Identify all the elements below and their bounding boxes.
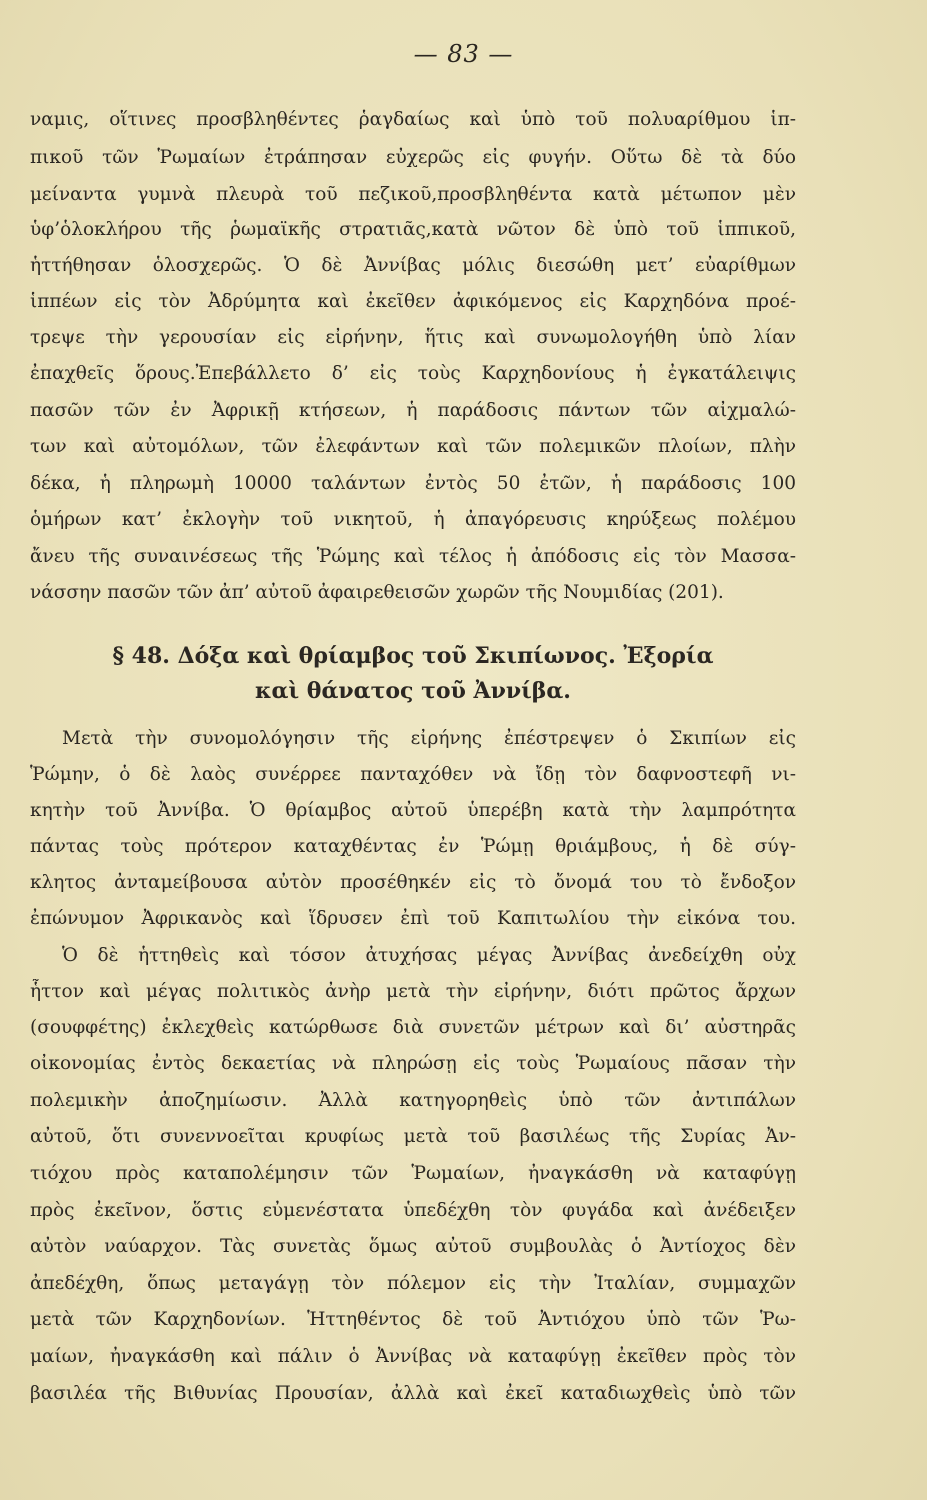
text-line: δέκα, ἡ πληρωμὴ 10000 ταλάντων ἐντὸς 50 ἐτῶν, ἡ παράδοσις 100: [30, 473, 796, 494]
text-line: Μετὰ τὴν συνομολόγησιν τῆς εἰρήνης ἐπέστρεψεν ὁ Σκιπίων εἰς: [62, 728, 796, 749]
text-line: ἐπαχθεῖς ὅρους.Ἐπεβάλλετο δ’ εἰς τοὺς Καρχηδονίους ἡ ἐγκατάλειψις: [30, 363, 796, 384]
text-line: ἀπεδέχθη, ὅπως μεταγάγῃ τὸν πόλεμον εἰς τὴν Ἰταλίαν, συμμαχῶν: [30, 1273, 796, 1294]
text-line: πάντας τοὺς πρότερον καταχθέντας ἐν Ῥώμῃ θριάμβους, ἡ δὲ σύγ-: [30, 836, 796, 857]
text-line: πασῶν τῶν ἐν Ἀφρικῇ κτήσεων, ἡ παράδοσις πάντων τῶν αἰχμαλώ-: [30, 400, 796, 421]
text-line: πολεμικὴν ἀποζημίωσιν. Ἀλλὰ κατηγορηθεὶς ὑπὸ τῶν ἀντιπάλων: [30, 1090, 796, 1111]
text-line: (σουφφέτης) ἐκλεχθεὶς κατώρθωσε διὰ συνετῶν μέτρων καὶ δι’ αὐστηρᾶς: [30, 1017, 796, 1038]
text-line: Ῥώμην, ὁ δὲ λαὸς συνέρρεε πανταχόθεν νὰ ἴδῃ τὸν δαφνοστεφῆ νι-: [30, 764, 796, 785]
text-line: τιόχου πρὸς καταπολέμησιν τῶν Ῥωμαίων, ἠναγκάσθη νὰ καταφύγῃ: [30, 1163, 796, 1184]
text-line: πρὸς ἐκεῖνον, ὅστις εὐμενέστατα ὑπεδέχθη τὸν φυγάδα καὶ ἀνέδειξεν: [30, 1200, 796, 1221]
text-line: ἱππέων εἰς τὸν Ἀδρύμητα καὶ ἐκεῖθεν ἀφικόμενος εἰς Καρχηδόνα προέ-: [30, 291, 796, 312]
text-line: ἐπώνυμον Ἀφρικανὸς καὶ ἵδρυσεν ἐπὶ τοῦ Καπιτωλίου τὴν εἰκόνα του.: [30, 908, 796, 929]
text-line: των καὶ αὐτομόλων, τῶν ἐλεφάντων καὶ τῶν πολεμικῶν πλοίων, πλὴν: [30, 436, 796, 457]
text-line: κητὴν τοῦ Ἀννίβα. Ὁ θρίαμβος αὐτοῦ ὑπερέβη κατὰ τὴν λαμπρότητα: [30, 800, 796, 821]
text-line: ἡττήθησαν ὁλοσχερῶς. Ὁ δὲ Ἀννίβας μόλις διεσώθη μετ’ εὐαρίθμων: [30, 255, 796, 276]
text-line: οἰκονομίας ἐντὸς δεκαετίας νὰ πληρώσῃ εἰς τοὺς Ῥωμαίους πᾶσαν τὴν: [30, 1053, 796, 1074]
text-line: τρεψε τὴν γερουσίαν εἰς εἰρήνην, ἥτις καὶ συνωμολογήθη ὑπὸ λίαν: [30, 327, 796, 348]
text-line: μείναντα γυμνὰ πλευρὰ τοῦ πεζικοῦ,προσβληθέντα κατὰ μέτωπον μὲν: [30, 184, 796, 205]
text-line: Ὁ δὲ ἡττηθεὶς καὶ τόσον ἀτυχήσας μέγας Ἀννίβας ἀνεδείχθη οὐχ: [62, 945, 796, 966]
text-line: μαίων, ἠναγκάσθη καὶ πάλιν ὁ Ἀννίβας νὰ καταφύγῃ ἐκεῖθεν πρὸς τὸν: [30, 1346, 796, 1367]
text-line: πικοῦ τῶν Ῥωμαίων ἐτράπησαν εὐχερῶς εἰς φυγήν. Οὕτω δὲ τὰ δύο: [30, 147, 796, 168]
text-line: κλητος ἀνταμείβουσα αὐτὸν προσέθηκέν εἰς τὸ ὄνομά του τὸ ἔνδοξον: [30, 872, 796, 893]
text-line: αὐτοῦ, ὅτι συνεννοεῖται κρυφίως μετὰ τοῦ βασιλέως τῆς Συρίας Ἀν-: [30, 1126, 796, 1147]
text-line: μετὰ τῶν Καρχηδονίων. Ἡττηθέντος δὲ τοῦ Ἀντιόχου ὑπὸ τῶν Ῥω-: [30, 1309, 796, 1330]
text-line: ναμις, οἵτινες προσβληθέντες ῥαγδαίως καὶ ὑπὸ τοῦ πολυαρίθμου ἱπ-: [30, 109, 796, 130]
text-line: ἧττον καὶ μέγας πολιτικὸς ἀνὴρ μετὰ τὴν εἰρήνην, διότι πρῶτος ἄρχων: [30, 981, 796, 1002]
text-line: ὁμήρων κατ’ ἐκλογὴν τοῦ νικητοῦ, ἡ ἀπαγόρευσις κηρύξεως πολέμου: [30, 509, 796, 530]
text-line: βασιλέα τῆς Βιθυνίας Προυσίαν, ἀλλὰ καὶ ἐκεῖ καταδιωχθεὶς ὑπὸ τῶν: [30, 1383, 796, 1404]
text-line: ἄνευ τῆς συναινέσεως τῆς Ῥώμης καὶ τέλος ἡ ἀπόδοσις εἰς τὸν Μασσα-: [30, 546, 796, 567]
section-heading-line-2: καὶ θάνατος τοῦ Ἀννίβα.: [255, 678, 571, 704]
text-line: ὑφ’ὁλοκλήρου τῆς ῥωμαϊκῆς στρατιᾶς,κατὰ νῶτον δὲ ὑπὸ τοῦ ἱππικοῦ,: [30, 219, 796, 240]
page-number: — 83 —: [413, 40, 514, 68]
text-line: αὐτὸν ναύαρχον. Τὰς συνετὰς ὅμως αὐτοῦ συμβουλὰς ὁ Ἀντίοχος δὲν: [30, 1236, 796, 1257]
section-heading-line-1: § 48. Δόξα καὶ θρίαμβος τοῦ Σκιπίωνος. Ἐξορία: [112, 643, 714, 669]
text-line: νάσσην πασῶν τῶν ἀπ’ αὐτοῦ ἀφαιρεθεισῶν χωρῶν τῆς Νουμιδίας (201).: [30, 582, 724, 603]
